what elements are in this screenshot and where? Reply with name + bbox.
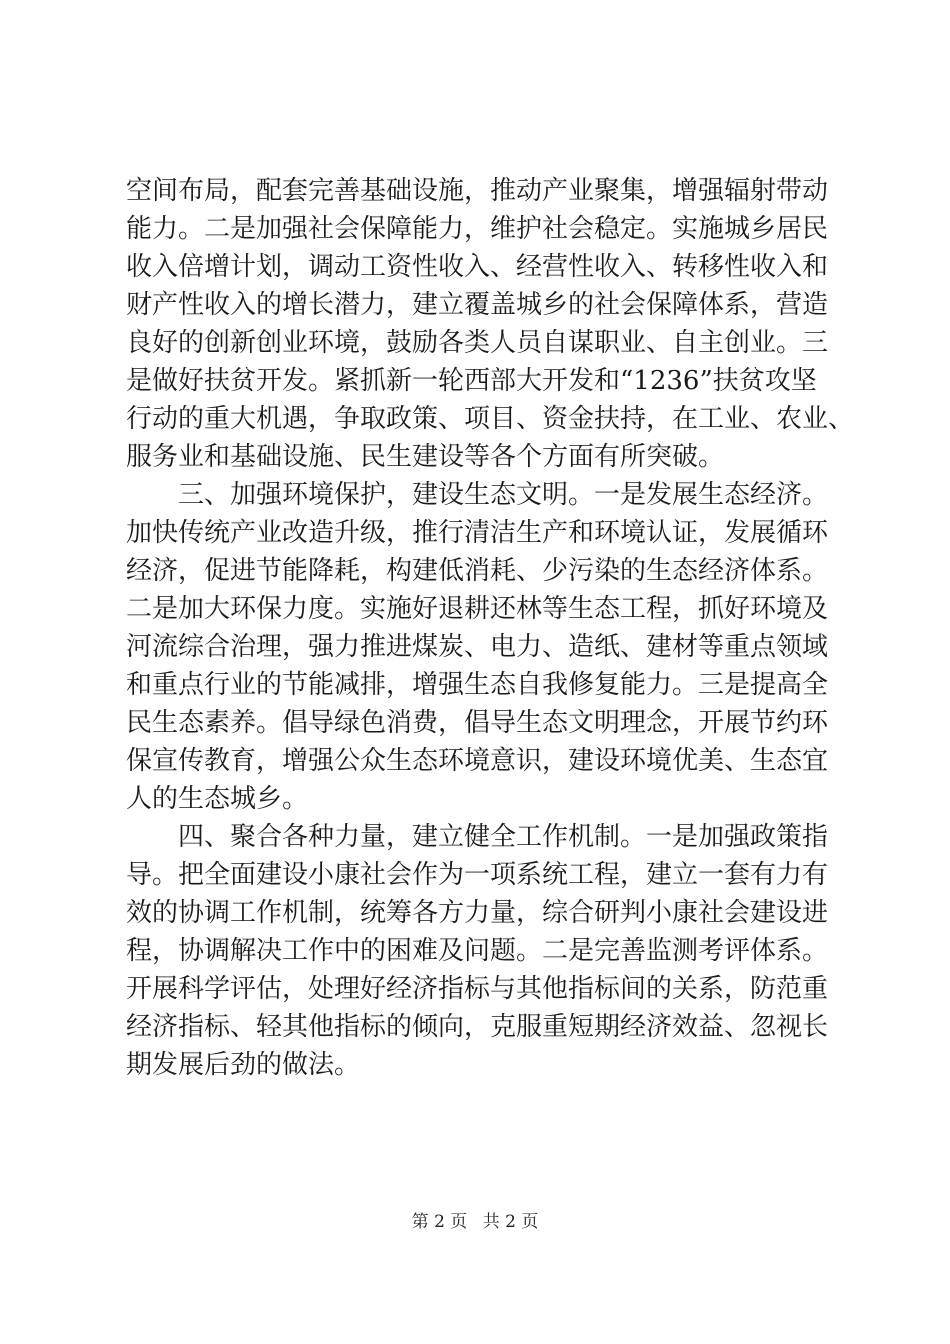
text-line: 加快传统产业改造升级，推行清洁生产和环境认证，发展循环 (126, 518, 829, 548)
text-line: 保宣传教育，增强公众生态环境意识，建设环境优美、生态宜 (126, 746, 829, 776)
text-line: 行动的重大机遇，争取政策、项目、资金扶持，在工业、农业、 (126, 404, 855, 434)
text-line: 开展科学评估，处理好经济指标与其他指标间的关系，防范重 (126, 974, 829, 1004)
text-line: 和重点行业的节能减排，增强生态自我修复能力。三是提高全 (126, 670, 829, 700)
text-line: 收入倍增计划，调动工资性收入、经营性收入、转移性收入和 (126, 252, 829, 282)
page-total: 共 2 页 (482, 1212, 539, 1232)
text-line: 财产性收入的增长潜力，建立覆盖城乡的社会保障体系，营造 (126, 290, 829, 320)
text-line: 期发展后劲的做法。 (126, 1050, 361, 1080)
page-number: 第 2 页 (411, 1212, 468, 1232)
text-line: 四、聚合各种力量，建立健全工作机制。一是加强政策指 (178, 822, 829, 852)
text-line: 人的生态城乡。 (126, 784, 309, 814)
text-line: 良好的创新创业环境，鼓励各类人员自谋职业、自主创业。三 (126, 328, 829, 358)
document-body (126, 172, 855, 1084)
page-footer (0, 1210, 950, 1234)
text-line: 是做好扶贫开发。紧抓新一轮西部大开发和“1236”扶贫攻坚 (126, 366, 817, 396)
text-line: 经济指标、轻其他指标的倾向，克服重短期经济效益、忽视长 (126, 1012, 829, 1042)
text-line: 河流综合治理，强力推进煤炭、电力、造纸、建材等重点领域 (126, 632, 829, 662)
text-line: 二是加大环保力度。实施好退耕还林等生态工程，抓好环境及 (126, 594, 829, 624)
text-line: 空间布局，配套完善基础设施，推动产业聚集，增强辐射带动 (126, 176, 829, 206)
text-line: 效的协调工作机制，统筹各方力量，综合研判小康社会建设进 (126, 898, 829, 928)
text-line: 能力。二是加强社会保障能力，维护社会稳定。实施城乡居民 (126, 214, 829, 244)
text-line: 民生态素养。倡导绿色消费，倡导生态文明理念，开展节约环 (126, 708, 829, 738)
text-line: 服务业和基础设施、民生建设等各个方面有所突破。 (126, 442, 725, 472)
text-line: 三、加强环境保护，建设生态文明。一是发展生态经济。 (178, 480, 829, 510)
text-line: 经济，促进节能降耗，构建低消耗、少污染的生态经济体系。 (126, 556, 829, 586)
text-line: 导。把全面建设小康社会作为一项系统工程，建立一套有力有 (126, 860, 829, 890)
text-line: 程，协调解决工作中的困难及问题。二是完善监测考评体系。 (126, 936, 829, 966)
